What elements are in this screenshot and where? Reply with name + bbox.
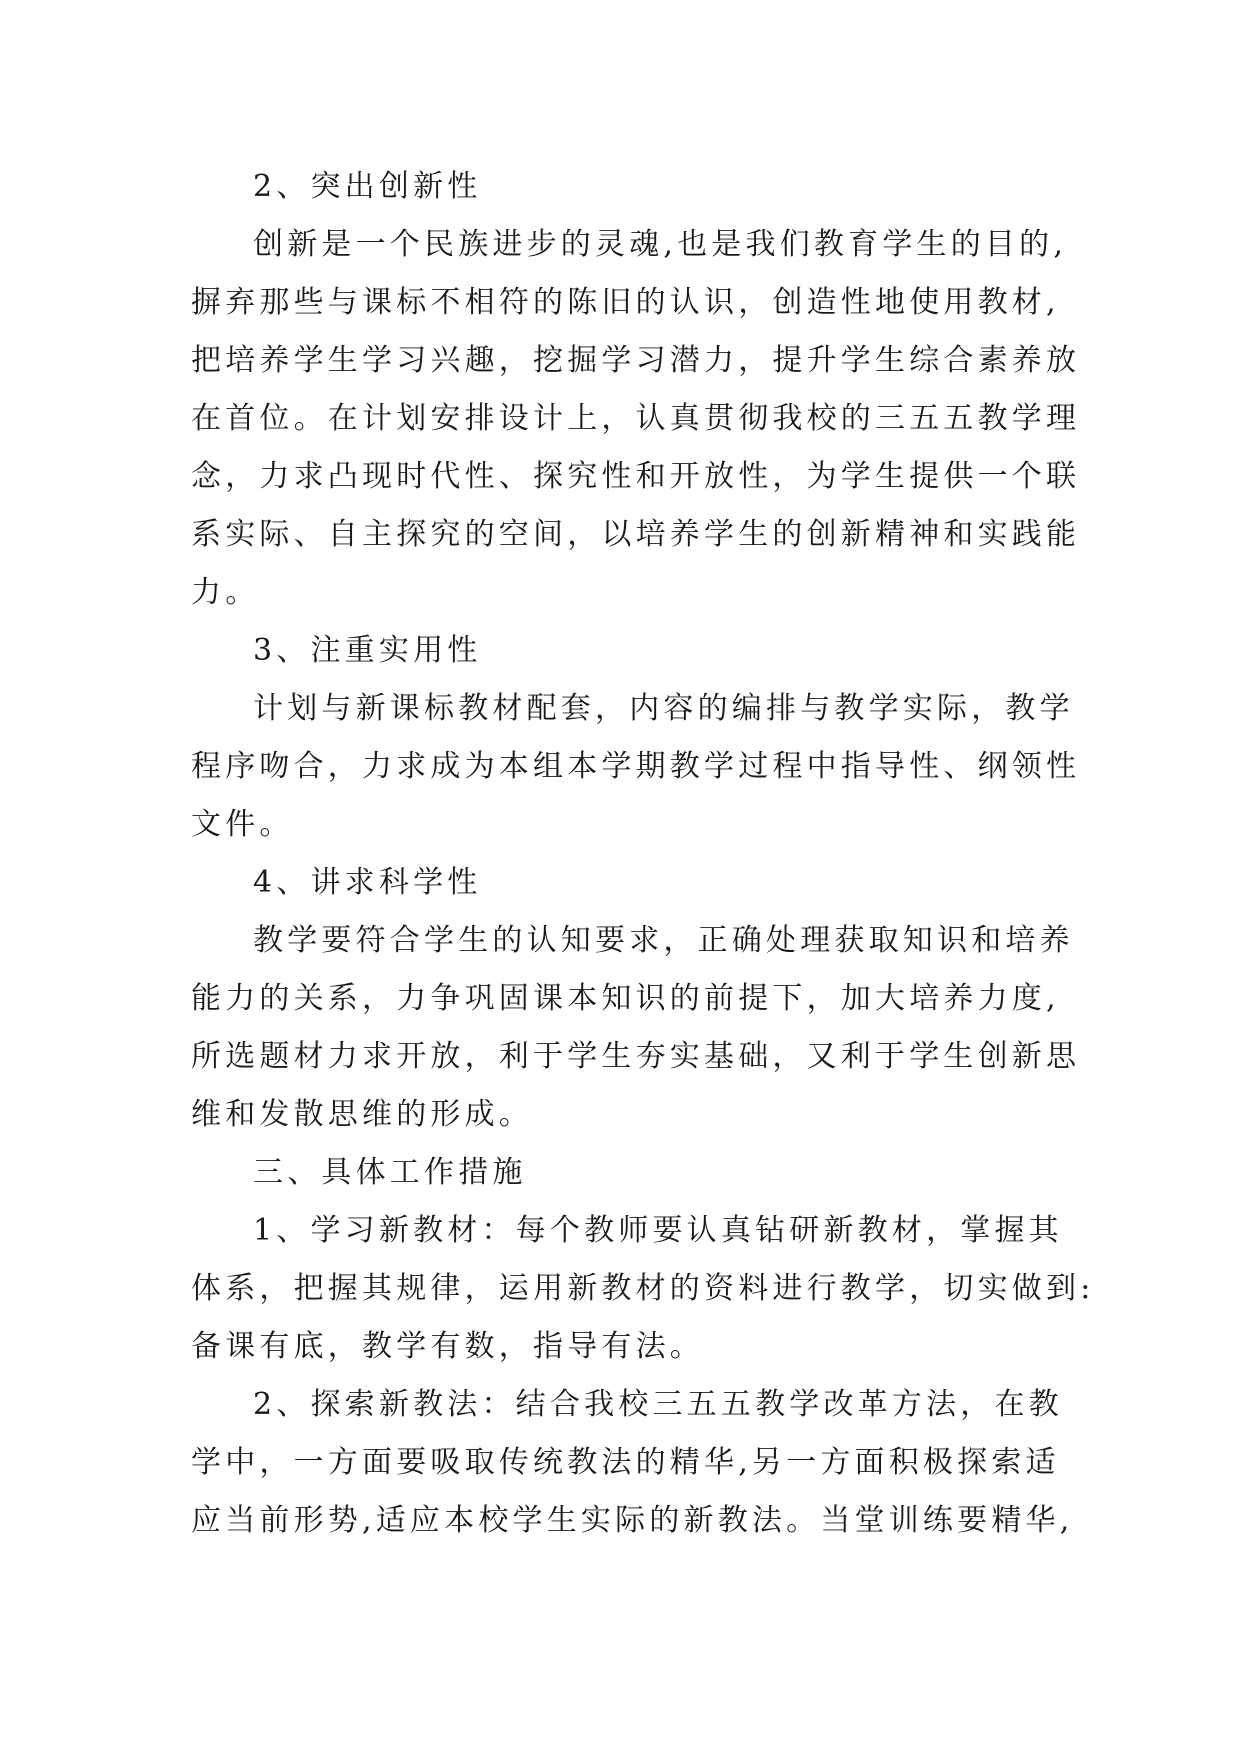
document-body (191, 158, 1095, 1550)
paragraph-line: 能力的关系，力争巩固课本知识的前提下，加大培养力度, (191, 981, 1060, 1016)
paragraph-line: 2、探索新教法：结合我校三五五教学改革方法，在教 (253, 1387, 1063, 1422)
paragraph-line: 系实际、自主探究的空间，以培养学生的创新精神和实践能 (191, 517, 1081, 552)
paragraph-line: 维和发散思维的形成。 (191, 1097, 533, 1132)
section-heading-measures: 三、具体工作措施 (253, 1155, 527, 1190)
paragraph-line: 所选题材力求开放，利于学生夯实基础，又利于学生创新思 (191, 1039, 1081, 1074)
paragraph-line: 应当前形势,适应本校学生实际的新教法。当堂训练要精华, (191, 1503, 1074, 1538)
heading-scientific: 4、讲求科学性 (253, 865, 482, 900)
paragraph-line: 念，力求凸现时代性、探究性和开放性，为学生提供一个联 (191, 459, 1081, 494)
paragraph-line: 学中，一方面要吸取传统教法的精华,另一方面积极探索适 (191, 1445, 1060, 1480)
paragraph-line: 教学要符合学生的认知要求，正确处理获取知识和培养 (253, 923, 1074, 958)
heading-practicality: 3、注重实用性 (253, 633, 482, 668)
paragraph-line: 1、学习新教材：每个教师要认真钻研新教材，掌握其 (253, 1213, 1063, 1248)
paragraph-line: 把培养学生学习兴趣，挖掘学习潜力，提升学生综合素养放 (191, 343, 1081, 378)
paragraph-line: 程序吻合，力求成为本组本学期教学过程中指导性、纲领性 (191, 749, 1081, 784)
paragraph-line: 计划与新课标教材配套，内容的编排与教学实际，教学 (253, 691, 1074, 726)
paragraph-line: 体系，把握其规律，运用新教材的资料进行教学，切实做到: (191, 1271, 1095, 1306)
paragraph-line: 备课有底，教学有数，指导有法。 (191, 1329, 704, 1364)
paragraph-line: 力。 (191, 575, 260, 610)
paragraph-line: 摒弃那些与课标不相符的陈旧的认识，创造性地使用教材, (191, 285, 1060, 320)
paragraph-line: 在首位。在计划安排设计上，认真贯彻我校的三五五教学理 (191, 401, 1081, 436)
paragraph-line: 文件。 (191, 807, 294, 842)
heading-innovation: 2、突出创新性 (253, 169, 482, 204)
paragraph-line: 创新是一个民族进步的灵魂,也是我们教育学生的目的, (253, 227, 1068, 262)
